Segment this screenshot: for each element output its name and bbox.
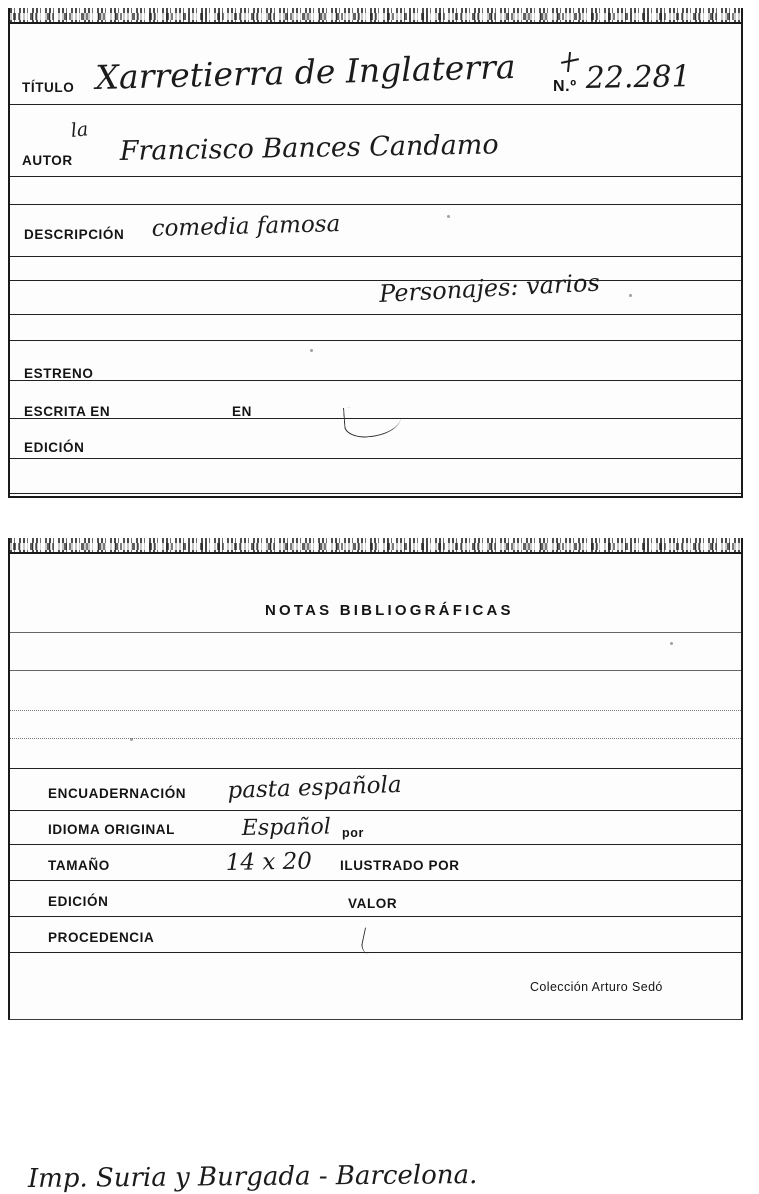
field-label-descripcion: DESCRIPCIÓN <box>24 227 125 242</box>
field-label-escrita-en-secondary: EN <box>232 404 252 419</box>
note-imprint: Imp. Suria y Burgada - Barcelona. <box>27 1160 478 1194</box>
rule-line <box>10 844 741 845</box>
catalog-number-label: N.º <box>553 78 577 95</box>
catalog-number-value: 22.281 <box>585 59 691 96</box>
rule-line <box>10 880 741 881</box>
field-value-idioma-original: Español <box>241 814 331 841</box>
field-value-autor: Francisco Bances Candamo <box>119 129 499 167</box>
rule-line <box>10 176 741 177</box>
ink-speck <box>447 215 450 218</box>
rule-line <box>10 738 741 739</box>
rule-line <box>10 256 741 257</box>
paper-noise-texture-secondary <box>10 543 741 550</box>
ink-scribble-mark <box>343 404 402 439</box>
rule-line <box>10 280 741 281</box>
field-value-tamano: 14 x 20 <box>225 848 313 876</box>
rule-line <box>10 104 741 105</box>
rule-line <box>10 810 741 811</box>
catalogue-card-top <box>8 8 743 498</box>
field-label-valor: VALOR <box>348 896 398 911</box>
collection-credit: Colección Arturo Sedó <box>530 980 663 994</box>
torn-paper-edge-top <box>10 8 741 24</box>
field-label-encuadernacion: ENCUADERNACIÓN <box>48 786 187 801</box>
ink-scribble-mark <box>360 927 392 958</box>
catalogue-card-bottom <box>8 538 743 1194</box>
note-personajes: Personajes: varios <box>378 268 601 308</box>
rule-line <box>10 340 741 341</box>
rule-line <box>10 493 741 494</box>
ink-stroke-cross-vertical <box>567 52 571 72</box>
field-label-estreno: ESTRENO <box>24 366 94 381</box>
ink-speck <box>130 738 133 741</box>
field-label-edicion: EDICIÓN <box>48 894 109 909</box>
rule-line <box>10 710 741 711</box>
rule-line <box>10 670 741 671</box>
field-label-tamano: TAMAÑO <box>48 858 110 873</box>
field-value-titulo: Xarretierra de Inglaterra <box>94 47 516 97</box>
rule-line <box>10 314 741 315</box>
rule-line <box>10 916 741 917</box>
field-value-descripcion: comedia famosa <box>151 211 341 242</box>
ink-speck <box>629 294 632 297</box>
rule-line <box>10 768 741 769</box>
section-heading-notas-bibliograficas: NOTAS BIBLIOGRÁFICAS <box>265 602 514 619</box>
field-label-titulo: TÍTULO <box>22 80 75 95</box>
field-label-ilustrado-por: ILUSTRADO POR <box>340 858 460 873</box>
ink-speck <box>310 349 313 352</box>
field-label-por: por <box>342 826 364 840</box>
paper-noise-texture-secondary <box>10 13 741 20</box>
rule-line <box>10 632 741 633</box>
rule-line <box>10 458 741 459</box>
field-label-edicion: EDICIÓN <box>24 440 85 455</box>
field-value-encuadernacion: pasta española <box>227 771 402 804</box>
field-label-escrita-en: ESCRITA EN <box>24 404 111 419</box>
field-label-autor: AUTOR <box>22 153 73 168</box>
author-superscript: la <box>69 118 90 142</box>
field-label-procedencia: PROCEDENCIA <box>48 930 155 945</box>
field-label-idioma-original: IDIOMA ORIGINAL <box>48 822 175 837</box>
rule-line <box>10 204 741 205</box>
ink-speck <box>670 642 673 645</box>
torn-paper-edge-bottom <box>10 538 741 554</box>
card-top-border-line <box>10 22 741 24</box>
rule-line <box>10 380 741 381</box>
card-bottom-border-line <box>10 552 741 554</box>
